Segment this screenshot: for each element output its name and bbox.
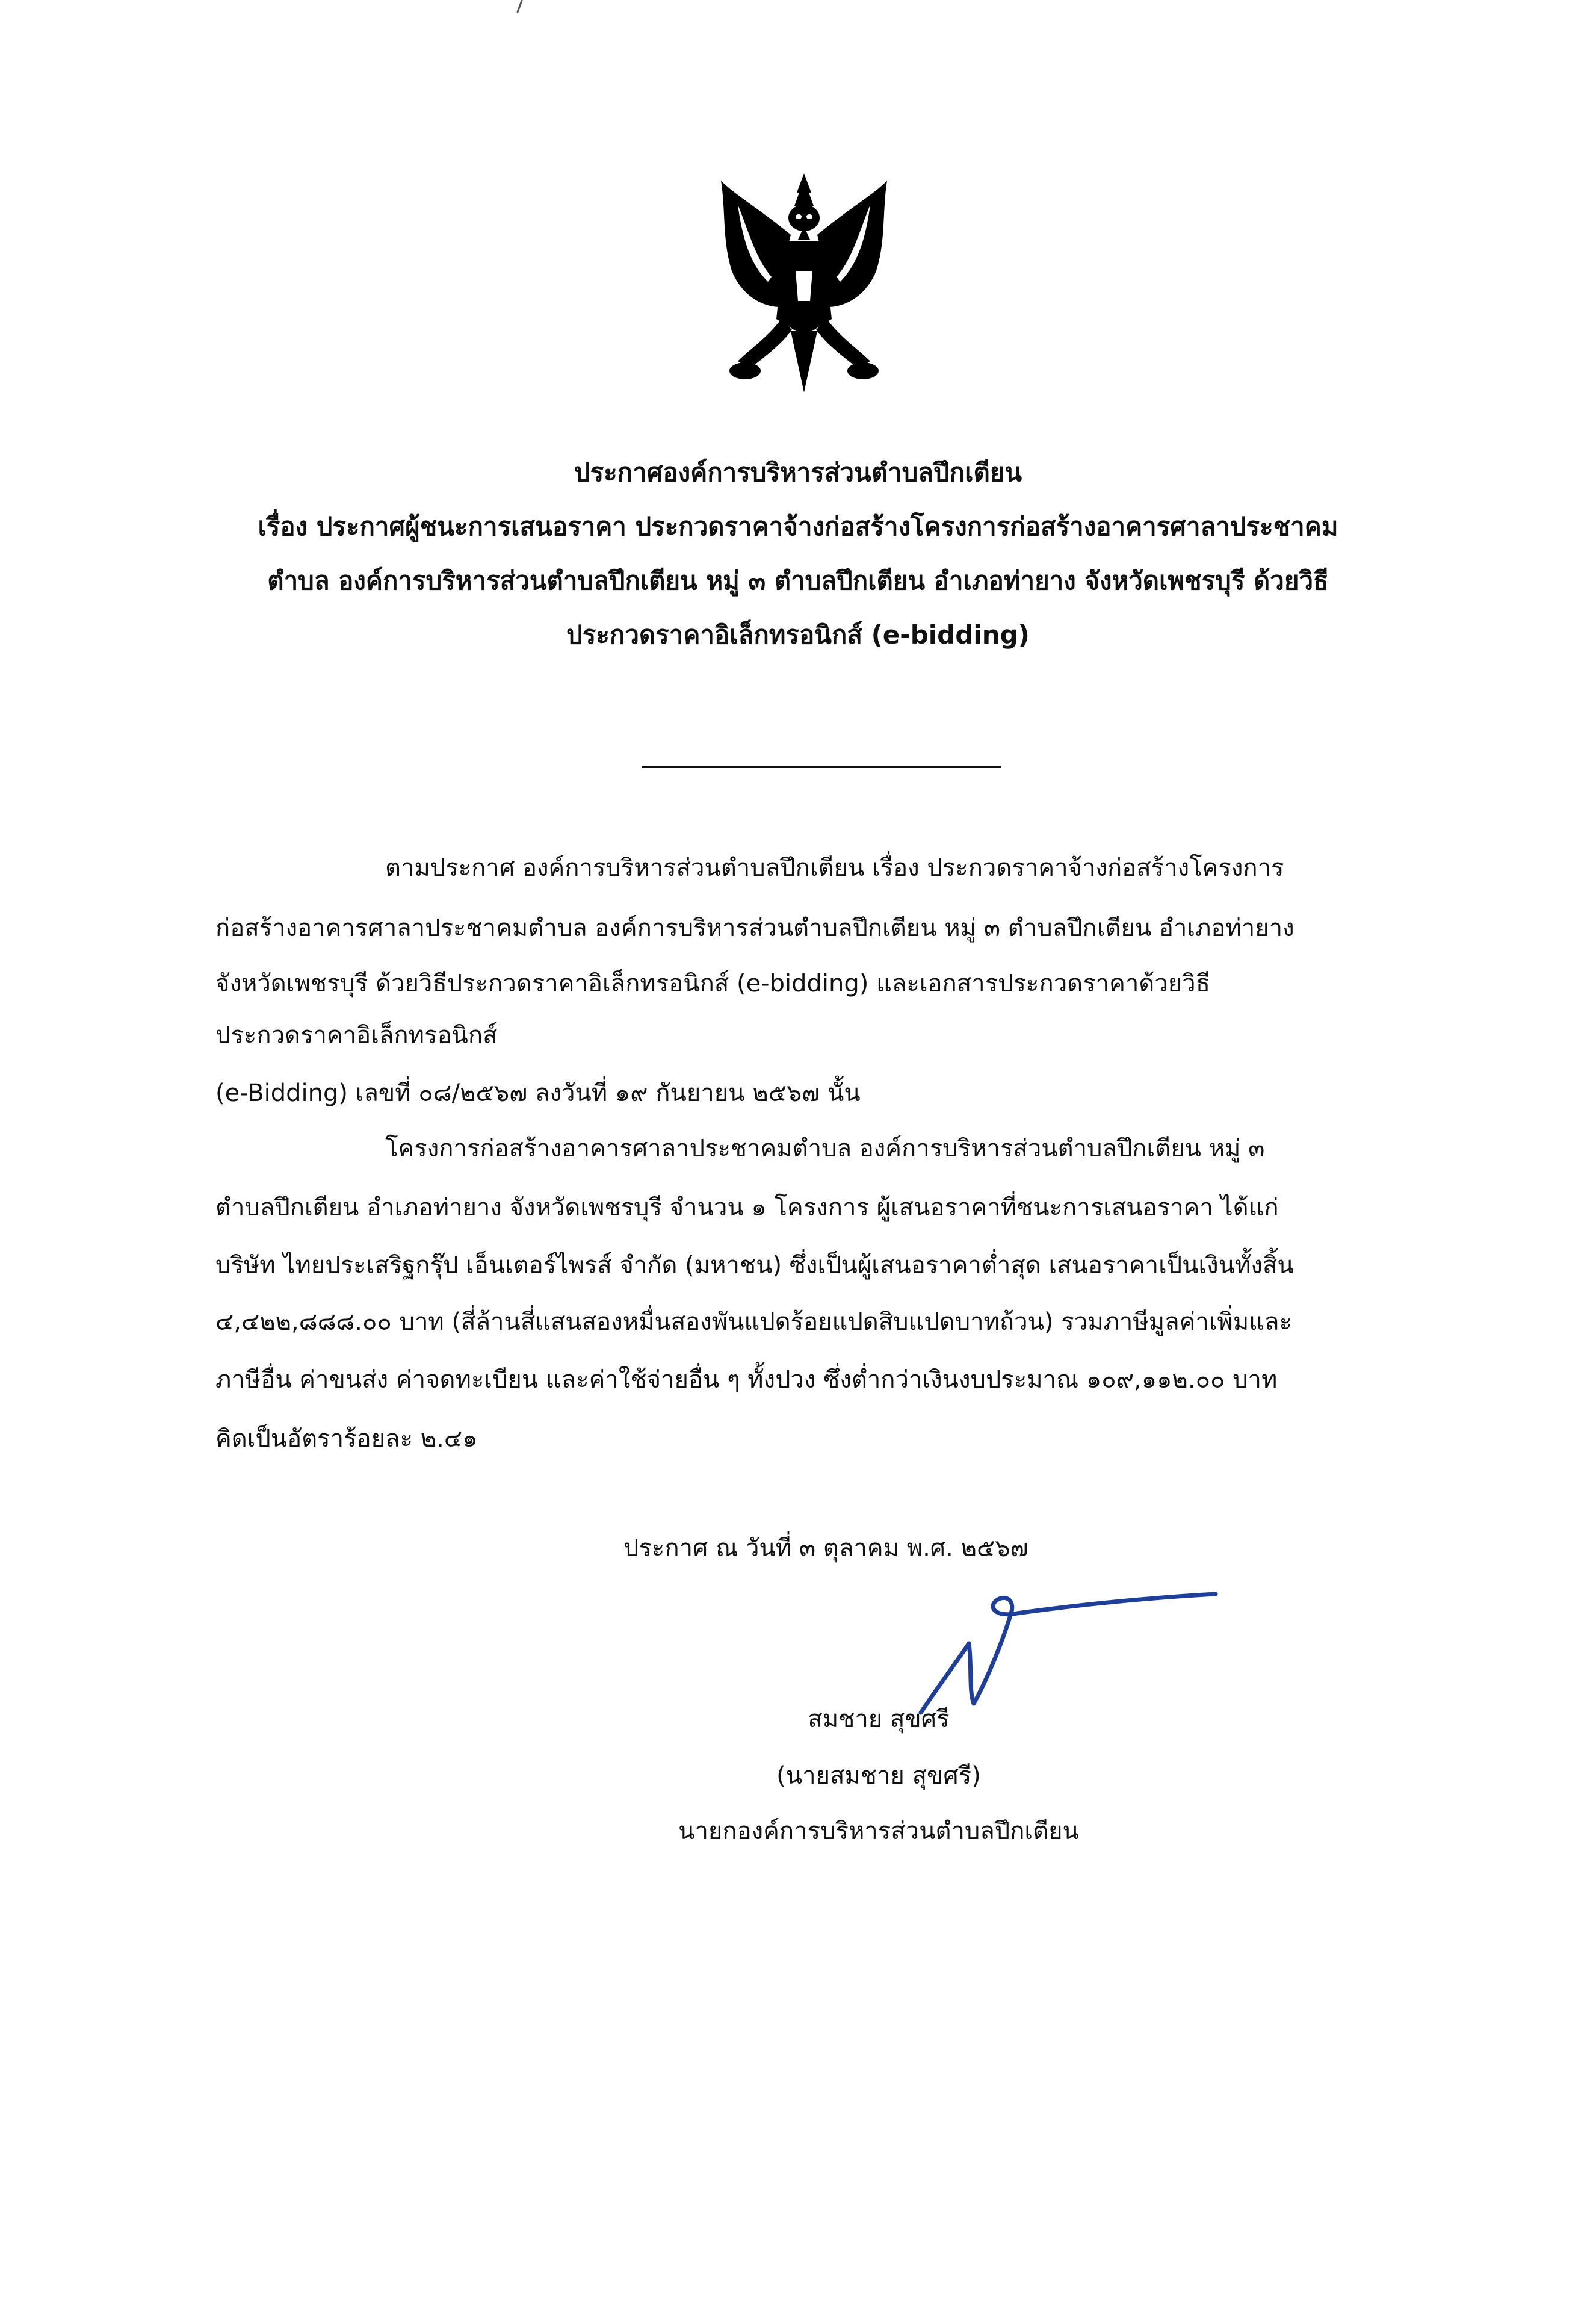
body-line: (e-Bidding) เลขที่ ๐๘/๒๕๖๗ ลงวันที่ ๑๙ กันยายน ๒๕๖๗ นั้น [215,1079,861,1107]
announcement-date: ประกาศ ณ วันที่ ๓ ตุลาคม พ.ศ. ๒๕๖๗ [623,1534,1028,1562]
title-line-1: ประกาศองค์การบริหารส่วนตำบลปึกเตียน [574,458,1022,487]
signer-full-name: (นายสมชาย สุขศรี) [776,1762,981,1790]
title-line-3: ตำบล องค์การบริหารส่วนตำบลปึกเตียน หมู่ ๓ ตำบลปึกเตียน อำเภอท่ายาง จังหวัดเพชรบุรี ด้วยวิธี [267,566,1329,595]
body-line: โครงการก่อสร้างอาคารศาลาประชาคมตำบล องค์การบริหารส่วนตำบลปึกเตียน หมู่ ๓ [385,1135,1265,1162]
document-title-block [181,445,1415,662]
signer-position: นายกองค์การบริหารส่วนตำบลปึกเตียน [678,1817,1079,1845]
body-line: ประกวดราคาอิเล็กทรอนิกส์ [215,1022,498,1049]
body-line: จังหวัดเพชรบุรี ด้วยวิธีประกวดราคาอิเล็กทรอนิกส์ (e-bidding) และเอกสารประกวดราคาด้วยวิธี [215,970,1211,997]
body-line: ตามประกาศ องค์การบริหารส่วนตำบลปึกเตียน เรื่อง ประกวดราคาจ้างก่อสร้างโครงการ [385,854,1284,882]
body-line: คิดเป็นอัตราร้อยละ ๒.๔๑ [215,1425,478,1453]
scan-artifact-mark [515,0,524,13]
title-line-4: ประกวดราคาอิเล็กทรอนิกส์ (e-bidding) [566,620,1030,650]
body-line: ก่อสร้างอาคารศาลาประชาคมตำบล องค์การบริหารส่วนตำบลปึกเตียน หมู่ ๓ ตำบลปึกเตียน อำเภอท่ายาง [215,914,1294,942]
handwritten-signature-icon [897,1589,1222,1716]
garuda-emblem-icon [714,169,894,397]
title-line-2: เรื่อง ประกาศผู้ชนะการเสนอราคา ประกวดราคาจ้างก่อสร้างโครงการก่อสร้างอาคารศาลาประชาคม [258,512,1338,541]
body-line: ๔,๔๒๒,๘๘๘.๐๐ บาท (สี่ล้านสี่แสนสองหมื่นสองพันแปดร้อยแปดสิบแปดบาทถ้วน) รวมภาษีมูลค่าเพิ่มและ [215,1308,1293,1336]
body-line: ตำบลปึกเตียน อำเภอท่ายาง จังหวัดเพชรบุรี จำนวน ๑ โครงการ ผู้เสนอราคาที่ชนะการเสนอราคา ได้แก่ [215,1194,1279,1221]
body-line: บริษัท ไทยประเสริฐกรุ๊ป เอ็นเตอร์ไพรส์ จำกัด (มหาชน) ซึ่งเป็นผู้เสนอราคาต่ำสุด เสนอราคาเป็นเงินทั้งสิ้น [215,1252,1294,1279]
body-line: ภาษีอื่น ค่าขนส่ง ค่าจดทะเบียน และค่าใช้จ่ายอื่น ๆ ทั้งปวง ซึ่งต่ำกว่าเงินงบประมาณ ๑๐๙,๑๑๒.๐๐ บาท [215,1366,1278,1394]
signer-name: สมชาย สุขศรี [808,1705,950,1733]
title-divider [642,766,1001,768]
